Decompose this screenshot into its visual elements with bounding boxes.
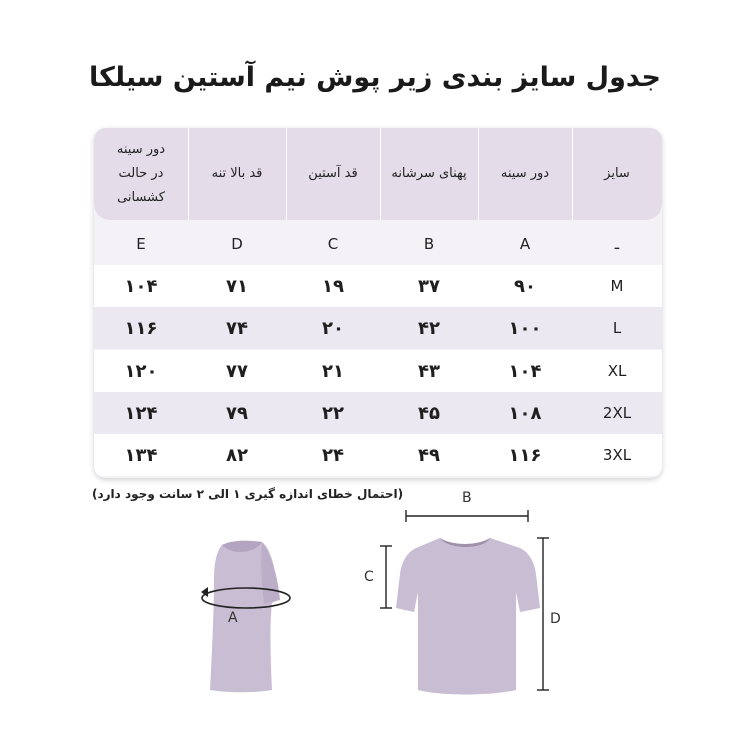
header-shoulder: پهنای سرشانه [391, 166, 467, 181]
dimension-c [380, 546, 392, 608]
dimension-d [537, 538, 549, 690]
measurement-note: (احتمال خطای اندازه گیری ۱ الی ۲ سانت وجود دارد) [92, 487, 404, 501]
size-cell: 3XL [602, 446, 632, 464]
table-cell: ۱۳۴ [124, 444, 158, 466]
table-cell: ۲۱ [322, 360, 344, 382]
page-title: جدول سایز بندی زیر پوش نیم آستین سیلکا [89, 62, 661, 93]
table-cell: ۲۲ [322, 402, 344, 424]
size-cell: 2XL [602, 404, 632, 422]
table-cell: ۴۲ [418, 317, 440, 339]
size-cell: L [612, 319, 622, 337]
table-cell: ۷۹ [226, 402, 248, 424]
header-body-length: قد بالا تنه [211, 166, 263, 181]
table-cell: ۳۷ [418, 275, 440, 297]
label-b: B [462, 490, 472, 506]
label-a: A [228, 610, 238, 626]
table-cell: ۱۹ [322, 275, 344, 297]
table-cell: ۱۱۶ [508, 444, 542, 466]
table-cell: ۷۴ [226, 317, 248, 339]
header-sleeve: قد آستین [308, 166, 358, 181]
table-cell: ۱۰۴ [124, 275, 158, 297]
table-cell: ۴۳ [418, 360, 440, 382]
size-table: سایز دور سینه پهنای سرشانه قد آستین قد بالا تنه دور سینه در حالت کشسانی ـ A B C D E M ۹۰ ۳۷ ۱۹ ۷۱ ۱۰۴ L ۱۰۰ ۴۲ ۲۰ ۷۴ ۱۱۶ XL ۱۰۴ ۴۳ ۲۱ ۷۷ ۱۲۰ 2XL ۱۰۸ ۴۵ ۲۲ ۷۹ ۱۲۴ 3XL ۱۱۶ ۴۹ ۲۴ ۸۲ ۱۳۴ [94, 128, 662, 478]
table-cell: ۱۰۰ [508, 317, 542, 339]
table-cell: ۱۲۰ [124, 360, 158, 382]
table-cell: ۱۲۴ [124, 402, 158, 424]
size-cell: M [610, 277, 624, 295]
table-cell: ۴۵ [418, 402, 440, 424]
label-c: C [364, 569, 374, 585]
dimension-b [406, 510, 528, 522]
table-cell: ۱۰۸ [508, 402, 542, 424]
side-view-shirt-icon [210, 541, 280, 692]
table-cell: ۱۰۴ [508, 360, 542, 382]
header-size: سایز [604, 166, 630, 181]
table-cell: ۴۹ [418, 444, 440, 466]
table-cell: ۷۷ [226, 360, 248, 382]
table-cell: ۹۰ [514, 275, 536, 297]
header-stretch-chest: دور سینه در حالت کشسانی [116, 142, 166, 205]
front-view-shirt-icon [396, 538, 540, 695]
table-cell: ۷۱ [226, 275, 248, 297]
table-cell: ۲۰ [322, 317, 344, 339]
table-cell: ۱۱۶ [124, 317, 158, 339]
size-cell: XL [607, 362, 627, 380]
table-cell: ۸۲ [226, 444, 248, 466]
header-chest: دور سینه [500, 166, 550, 181]
label-d: D [550, 611, 561, 627]
table-cell: ۲۴ [322, 444, 344, 466]
